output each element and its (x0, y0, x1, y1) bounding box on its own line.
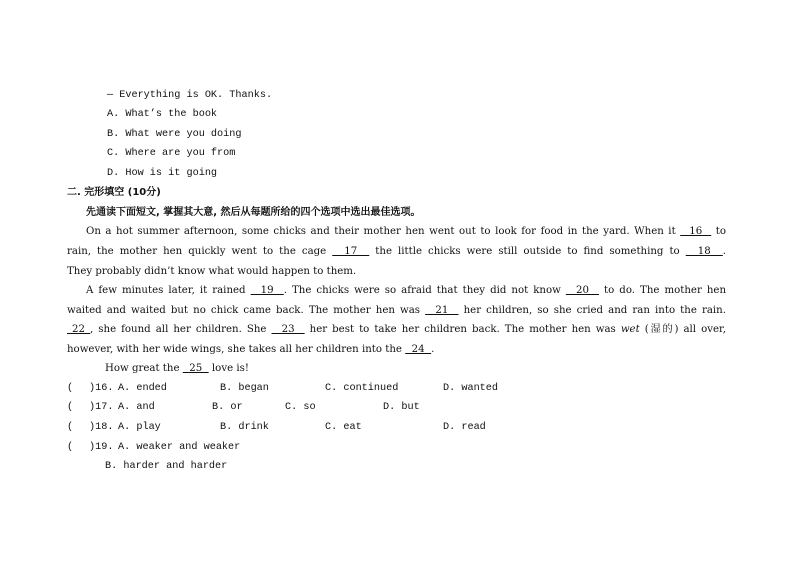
question-number: )18. (89, 422, 114, 433)
question-option: A. weaker and weaker (118, 442, 241, 453)
question-option: B. drink (220, 422, 269, 433)
section-heading: 二. 完形填空 (10分) (67, 187, 161, 198)
blank-19: 19 (250, 285, 284, 296)
answer-line: — Everything is OK. Thanks. (107, 90, 273, 101)
question-option: A. ended (118, 383, 167, 394)
question-option: A. play (118, 422, 161, 433)
question-number: )17. (89, 402, 114, 413)
option-d: D. How is it going (107, 168, 218, 179)
question-option: A. and (118, 402, 155, 413)
passage-text: (湿的) all over, (644, 324, 726, 335)
passage-line (67, 304, 726, 317)
passage-text: rain, the mother hen quickly went to the cage (67, 246, 327, 257)
question-number: )16. (89, 383, 114, 394)
answer-paren: ( (67, 442, 74, 453)
blank-18: 18 (685, 246, 723, 257)
blank-24: 24 (405, 344, 432, 355)
blank-17: 17 (332, 246, 370, 257)
blank-16: 16 (680, 226, 712, 237)
option-c: C. Where are you from (107, 148, 236, 159)
passage-line (86, 225, 726, 238)
answer-paren: ( (67, 383, 74, 394)
passage-text: her children, so she cried and ran into the rain. (463, 305, 726, 316)
passage-text: however, with her wide wings, she takes all her children into the (67, 344, 402, 355)
passage-line (67, 245, 726, 258)
passage-line (67, 343, 434, 356)
answer-paren: ( (67, 422, 74, 433)
question-option: C. continued (325, 383, 399, 394)
passage-text: . The chicks were so afraid that they did not know (283, 285, 561, 296)
passage-text: the little chicks were still outside to find something to (375, 246, 680, 257)
passage-text: her best to take her children back. The mother hen was (309, 324, 616, 335)
passage-line (67, 323, 726, 336)
passage-text: . (431, 344, 435, 355)
passage-text: love is! (211, 363, 249, 374)
blank-20: 20 (565, 285, 599, 296)
option-a: A. What’s the book (107, 109, 218, 120)
section-instruction: 先通读下面短文, 掌握其大意, 然后从每题所给的四个选项中选出最佳选项。 (86, 207, 421, 218)
option-b: B. What were you doing (107, 129, 242, 140)
passage-text: On a hot summer afternoon, some chicks and their mother hen went out to look for food in the yard. When it (86, 226, 676, 237)
blank-21: 21 (425, 305, 459, 316)
passage-text: , she found all her children. She (90, 324, 267, 335)
passage-line (105, 362, 249, 375)
passage-text: to do. The mother hen (604, 285, 726, 296)
blank-22: 22 (67, 324, 91, 335)
blank-23: 23 (271, 324, 305, 335)
passage-line (86, 284, 726, 297)
question-option: C. so (285, 402, 316, 413)
passage-text: A few minutes later, it rained (86, 285, 246, 296)
question-option: C. eat (325, 422, 362, 433)
question-option: B. or (212, 402, 243, 413)
passage-text: to (715, 226, 726, 237)
passage-line: They probably didn’t know what would happen to them. (67, 266, 357, 277)
question-option: D. but (383, 402, 420, 413)
question-number: )19. (89, 442, 114, 453)
answer-paren: ( (67, 402, 74, 413)
passage-text: . (722, 246, 726, 257)
question-option: B. harder and harder (105, 461, 228, 472)
blank-25: 25 (182, 363, 209, 374)
passage-italic-word: wet (620, 324, 640, 335)
question-option: D. wanted (443, 383, 499, 394)
question-option: D. read (443, 422, 486, 433)
passage-text: How great the (105, 363, 180, 374)
question-option: B. began (220, 383, 269, 394)
passage-text: waited and waited but no chick came back. The mother hen was (67, 305, 421, 316)
